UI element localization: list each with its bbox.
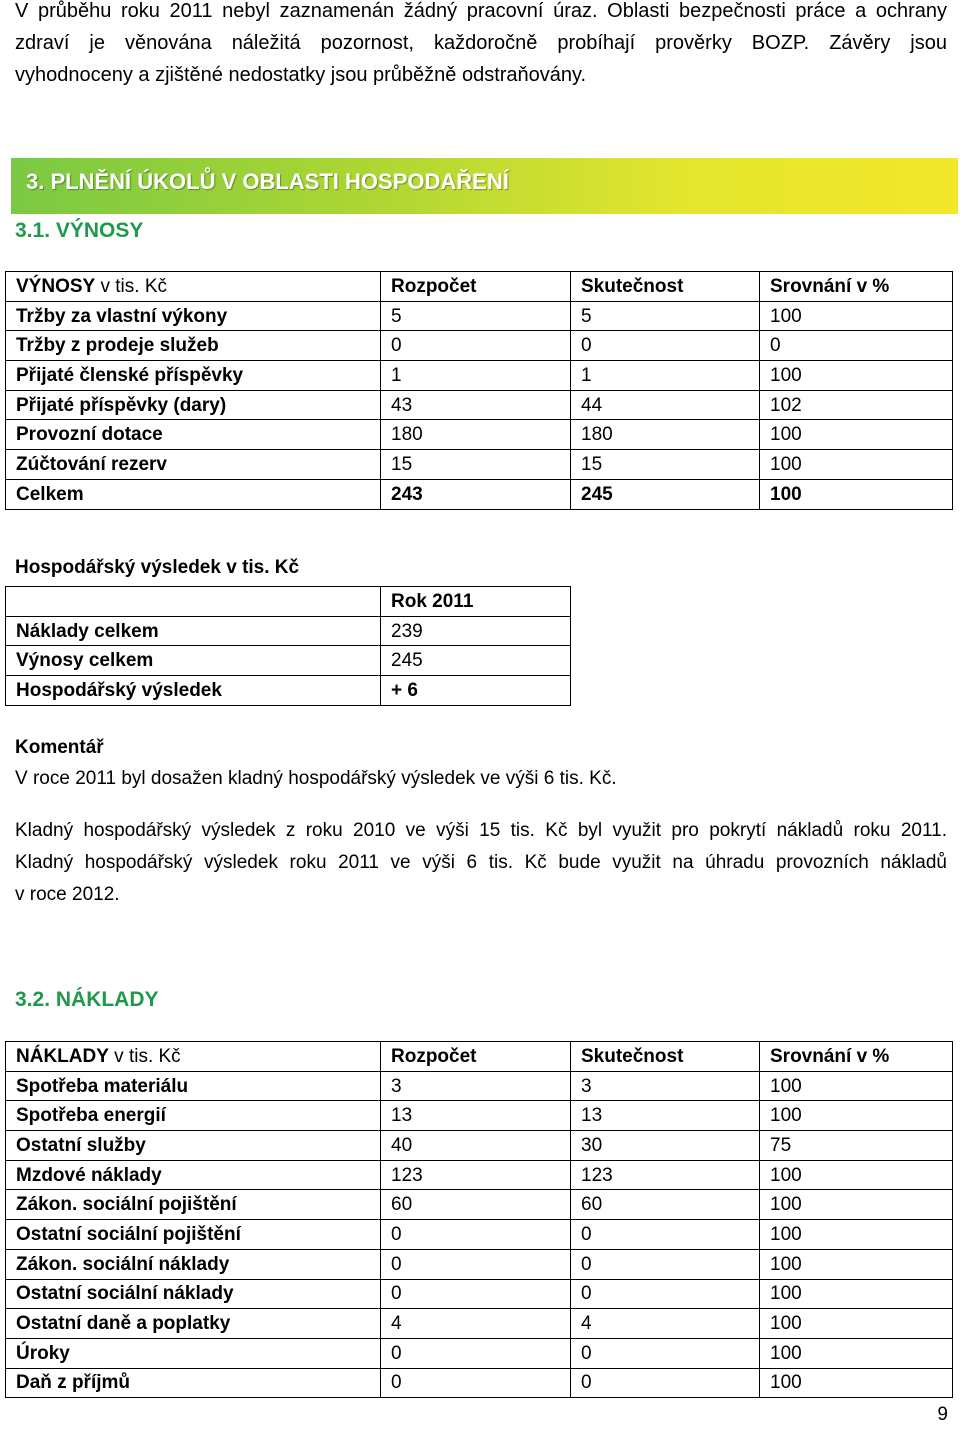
compare-cell: 100 <box>760 420 953 450</box>
actual-cell: 5 <box>571 301 760 331</box>
actual-cell: 4 <box>571 1309 760 1339</box>
total-budget: 243 <box>381 479 571 509</box>
compare-cell: 100 <box>760 1279 953 1309</box>
page-number: 9 <box>937 1404 948 1425</box>
compare-cell: 100 <box>760 450 953 480</box>
actual-cell: 13 <box>571 1101 760 1131</box>
budget-cell: 0 <box>381 1220 571 1250</box>
compare-cell: 75 <box>760 1131 953 1161</box>
budget-cell: 3 <box>381 1071 571 1101</box>
result-table <box>5 586 571 706</box>
value-cell: 239 <box>381 616 571 646</box>
row-label: Zúčtování rezerv <box>6 450 381 480</box>
table-row <box>6 331 953 361</box>
table-total-row <box>6 479 953 509</box>
col-budget-header: Rozpočet <box>381 1042 571 1072</box>
naklady-header-cell <box>6 1042 381 1072</box>
intro-line-2: zdraví je věnována náležitá pozornost, každoročně probíhají prověrky BOZP. Závěry jsou <box>15 32 947 54</box>
actual-cell: 1 <box>571 361 760 391</box>
intro-line-1: V průběhu roku 2011 nebyl zaznamenán žádný pracovní úraz. Oblasti bezpečnosti práce a ochrany <box>15 0 947 22</box>
col-budget-header: Rozpočet <box>381 272 571 302</box>
actual-cell: 60 <box>571 1190 760 1220</box>
budget-cell: 13 <box>381 1101 571 1131</box>
total-compare: 100 <box>760 479 953 509</box>
comment-p2 <box>15 815 947 911</box>
table-row <box>6 1190 953 1220</box>
table-row <box>6 616 571 646</box>
table-row <box>6 450 953 480</box>
actual-cell: 44 <box>571 390 760 420</box>
comment-p2-line3: v roce 2012. <box>15 884 120 905</box>
actual-cell: 30 <box>571 1131 760 1161</box>
row-label: Úroky <box>6 1338 381 1368</box>
comment-p1: V roce 2011 byl dosažen kladný hospodářský výsledek ve výši 6 tis. Kč. <box>15 768 617 789</box>
table-row <box>6 301 953 331</box>
compare-cell: 100 <box>760 1309 953 1339</box>
vynosy-header-rest: v tis. Kč <box>95 275 167 297</box>
row-label: Ostatní daně a poplatky <box>6 1309 381 1339</box>
intro-paragraph <box>15 0 947 91</box>
table-row <box>6 420 953 450</box>
table-row <box>6 1160 953 1190</box>
row-label: Výnosy celkem <box>6 646 381 676</box>
actual-cell: 0 <box>571 1220 760 1250</box>
table-header-row <box>6 1042 953 1072</box>
table-header-row <box>6 272 953 302</box>
budget-cell: 0 <box>381 1368 571 1398</box>
row-label: Zákon. sociální náklady <box>6 1249 381 1279</box>
naklady-header-bold: NÁKLADY <box>16 1045 109 1067</box>
budget-cell: 0 <box>381 331 571 361</box>
compare-cell: 100 <box>760 361 953 391</box>
value-cell: + 6 <box>381 676 571 706</box>
actual-cell: 0 <box>571 1368 760 1398</box>
table-row <box>6 1249 953 1279</box>
actual-cell: 3 <box>571 1071 760 1101</box>
naklady-header-rest: v tis. Kč <box>108 1045 181 1067</box>
section-3-1-heading: 3.1. VÝNOSY <box>15 219 144 242</box>
row-label: Náklady celkem <box>6 616 381 646</box>
row-label: Ostatní sociální náklady <box>6 1279 381 1309</box>
naklady-table <box>5 1041 953 1398</box>
actual-cell: 0 <box>571 1338 760 1368</box>
vynosy-header-cell <box>6 272 381 302</box>
row-label: Zákon. sociální pojištění <box>6 1190 381 1220</box>
budget-cell: 60 <box>381 1190 571 1220</box>
budget-cell: 0 <box>381 1249 571 1279</box>
section-3-2-heading: 3.2. NÁKLADY <box>15 988 159 1011</box>
compare-cell: 0 <box>760 331 953 361</box>
actual-cell: 180 <box>571 420 760 450</box>
compare-cell: 100 <box>760 1101 953 1131</box>
actual-cell: 0 <box>571 1279 760 1309</box>
row-label: Ostatní sociální pojištění <box>6 1220 381 1250</box>
table-row <box>6 676 571 706</box>
compare-cell: 100 <box>760 1220 953 1250</box>
compare-cell: 100 <box>760 1160 953 1190</box>
total-label: Celkem <box>6 479 381 509</box>
table-row <box>6 1279 953 1309</box>
compare-cell: 100 <box>760 1338 953 1368</box>
actual-cell: 0 <box>571 1249 760 1279</box>
comment-p2-line1: Kladný hospodářský výsledek z roku 2010 ve výši 15 tis. Kč byl využit pro pokrytí nákladů roku 2011. <box>15 820 947 841</box>
budget-cell: 43 <box>381 390 571 420</box>
row-label: Spotřeba materiálu <box>6 1071 381 1101</box>
budget-cell: 0 <box>381 1279 571 1309</box>
table-row <box>6 1071 953 1101</box>
budget-cell: 15 <box>381 450 571 480</box>
row-label: Tržby z prodeje služeb <box>6 331 381 361</box>
vynosy-table <box>5 271 953 510</box>
compare-cell: 100 <box>760 301 953 331</box>
row-label: Spotřeba energií <box>6 1101 381 1131</box>
compare-cell: 100 <box>760 1071 953 1101</box>
col-year-header: Rok 2011 <box>381 587 571 617</box>
section-3-title: 3. PLNĚNÍ ÚKOLŮ V OBLASTI HOSPODAŘENÍ <box>26 169 509 194</box>
table-row <box>6 361 953 391</box>
table-row <box>6 1338 953 1368</box>
budget-cell: 1 <box>381 361 571 391</box>
table-header-row <box>6 587 571 617</box>
actual-cell: 123 <box>571 1160 760 1190</box>
row-label: Daň z příjmů <box>6 1368 381 1398</box>
col-actual-header: Skutečnost <box>571 1042 760 1072</box>
table-row <box>6 1131 953 1161</box>
budget-cell: 5 <box>381 301 571 331</box>
col-compare-header: Srovnání v % <box>760 1042 953 1072</box>
budget-cell: 123 <box>381 1160 571 1190</box>
vynosy-header-bold: VÝNOSY <box>16 275 96 297</box>
table-row <box>6 390 953 420</box>
row-label: Tržby za vlastní výkony <box>6 301 381 331</box>
compare-cell: 100 <box>760 1368 953 1398</box>
table-row <box>6 1101 953 1131</box>
row-label: Hospodářský výsledek <box>6 676 381 706</box>
budget-cell: 180 <box>381 420 571 450</box>
budget-cell: 40 <box>381 1131 571 1161</box>
comment-p2-line2: Kladný hospodářský výsledek roku 2011 ve výši 6 tis. Kč bude využit na úhradu provozních nákladů <box>15 852 947 873</box>
actual-cell: 0 <box>571 331 760 361</box>
compare-cell: 102 <box>760 390 953 420</box>
comment-title: Komentář <box>15 737 104 758</box>
intro-line-3: vyhodnoceny a zjištěné nedostatky jsou průběžně odstraňovány. <box>15 64 587 86</box>
total-actual: 245 <box>571 479 760 509</box>
table-row <box>6 1220 953 1250</box>
table-row <box>6 1368 953 1398</box>
row-label: Přijaté příspěvky (dary) <box>6 390 381 420</box>
row-label: Mzdové náklady <box>6 1160 381 1190</box>
result-table-title: Hospodářský výsledek v tis. Kč <box>15 557 300 578</box>
budget-cell: 4 <box>381 1309 571 1339</box>
row-label: Provozní dotace <box>6 420 381 450</box>
table-row <box>6 1309 953 1339</box>
col-compare-header: Srovnání v % <box>760 272 953 302</box>
table-row <box>6 646 571 676</box>
row-label: Přijaté členské příspěvky <box>6 361 381 391</box>
col-actual-header: Skutečnost <box>571 272 760 302</box>
compare-cell: 100 <box>760 1249 953 1279</box>
budget-cell: 0 <box>381 1338 571 1368</box>
empty-header-cell <box>6 587 381 617</box>
value-cell: 245 <box>381 646 571 676</box>
row-label: Ostatní služby <box>6 1131 381 1161</box>
compare-cell: 100 <box>760 1190 953 1220</box>
actual-cell: 15 <box>571 450 760 480</box>
